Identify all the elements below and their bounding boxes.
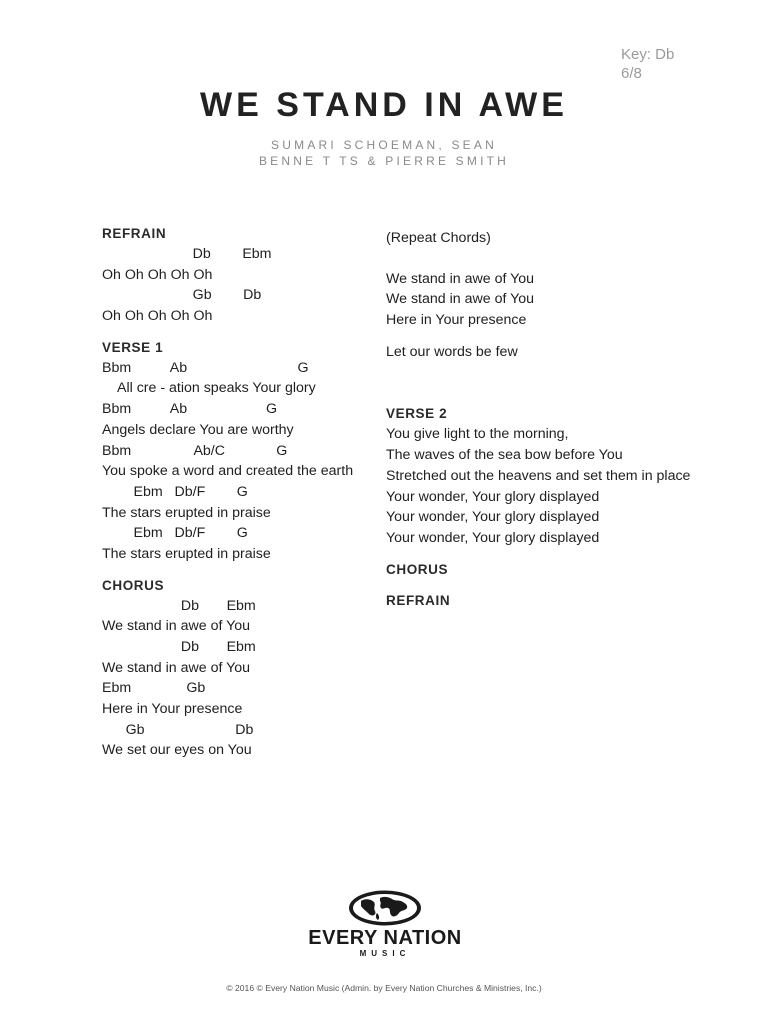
- repeat-chords-note: (Repeat Chords): [386, 230, 491, 246]
- chord-line: Ebm Db/F G: [102, 483, 248, 500]
- globe-icon: [347, 889, 423, 927]
- lyric-line: Oh Oh Oh Oh Oh: [102, 308, 213, 325]
- lyric-line: We stand in awe of You: [386, 291, 535, 308]
- lyric-line: Here in Your presence: [386, 312, 527, 329]
- authors-line-1: SUMARI SCHOEMAN, SEAN: [271, 138, 497, 152]
- lyric-line: We stand in awe of You: [386, 270, 535, 287]
- song-title: WE STAND IN AWE: [200, 86, 568, 124]
- section-heading-verse-1: VERSE 1: [102, 339, 164, 355]
- copyright-notice: © 2016 © Every Nation Music (Admin. by Every Nation Churches & Ministries, Inc.): [226, 983, 542, 993]
- left-column: [102, 224, 372, 761]
- chord-line: Bbm Ab G: [102, 401, 278, 418]
- section-heading-refrain: REFRAIN: [386, 592, 451, 608]
- chord-line: Gb Db: [102, 287, 262, 304]
- authors-line-2: BENNE T TS & PIERRE SMITH: [258, 154, 510, 168]
- lyric-line: We stand in awe of You: [102, 618, 251, 635]
- lyric-line: The stars erupted in praise: [102, 545, 271, 562]
- lyric-line: The waves of the sea bow before You: [386, 447, 623, 464]
- chord-line: Gb Db: [102, 721, 254, 738]
- lyric-line: We stand in awe of You: [102, 659, 251, 676]
- key-signature: [621, 45, 674, 83]
- lyric-line: You spoke a word and created the earth: [102, 463, 354, 480]
- section-heading-refrain: REFRAIN: [102, 226, 167, 241]
- lyric-line: All cre - ation speaks Your glory: [102, 380, 316, 397]
- lyric-line: Your wonder, Your glory displayed: [386, 529, 600, 546]
- every-nation-logo: [284, 889, 486, 959]
- chord-line: Ebm Gb: [102, 680, 206, 697]
- lyric-line: The stars erupted in praise: [102, 504, 271, 521]
- lyric-line: We set our eyes on You: [102, 742, 252, 759]
- chord-line: Db Ebm: [102, 246, 272, 262]
- lyric-line: Your wonder, Your glory displayed: [386, 509, 600, 526]
- chord-line: Db Ebm: [102, 639, 256, 655]
- lyric-line: Here in Your presence: [102, 701, 243, 718]
- chord-line: Ebm Db/F G: [102, 525, 248, 542]
- lyric-line: Your wonder, Your glory displayed: [386, 488, 600, 505]
- lyric-line: Angels declare You are worthy: [102, 421, 294, 438]
- song-authors: [0, 137, 768, 169]
- lyric-line: Oh Oh Oh Oh Oh: [102, 266, 213, 283]
- lyric-line: Stretched out the heavens and set them in place: [386, 467, 691, 484]
- right-column: [386, 224, 746, 611]
- chord-line: Db Ebm: [102, 597, 256, 614]
- section-heading-verse-2: VERSE 2: [386, 406, 448, 422]
- lyric-line: You give light to the morning,: [386, 426, 569, 443]
- time-signature: 6/8: [621, 65, 642, 82]
- logo-name: EVERY NATION: [308, 927, 462, 949]
- lyric-line: Let our words be few: [386, 343, 518, 360]
- logo-subtitle: MUSIC: [359, 949, 411, 958]
- section-heading-chorus: CHORUS: [102, 577, 165, 593]
- chord-line: Bbm Ab G: [102, 359, 309, 376]
- section-heading-chorus: CHORUS: [386, 561, 449, 577]
- chord-line: Bbm Ab/C G: [102, 442, 288, 459]
- key-label: Key: Db: [621, 46, 675, 63]
